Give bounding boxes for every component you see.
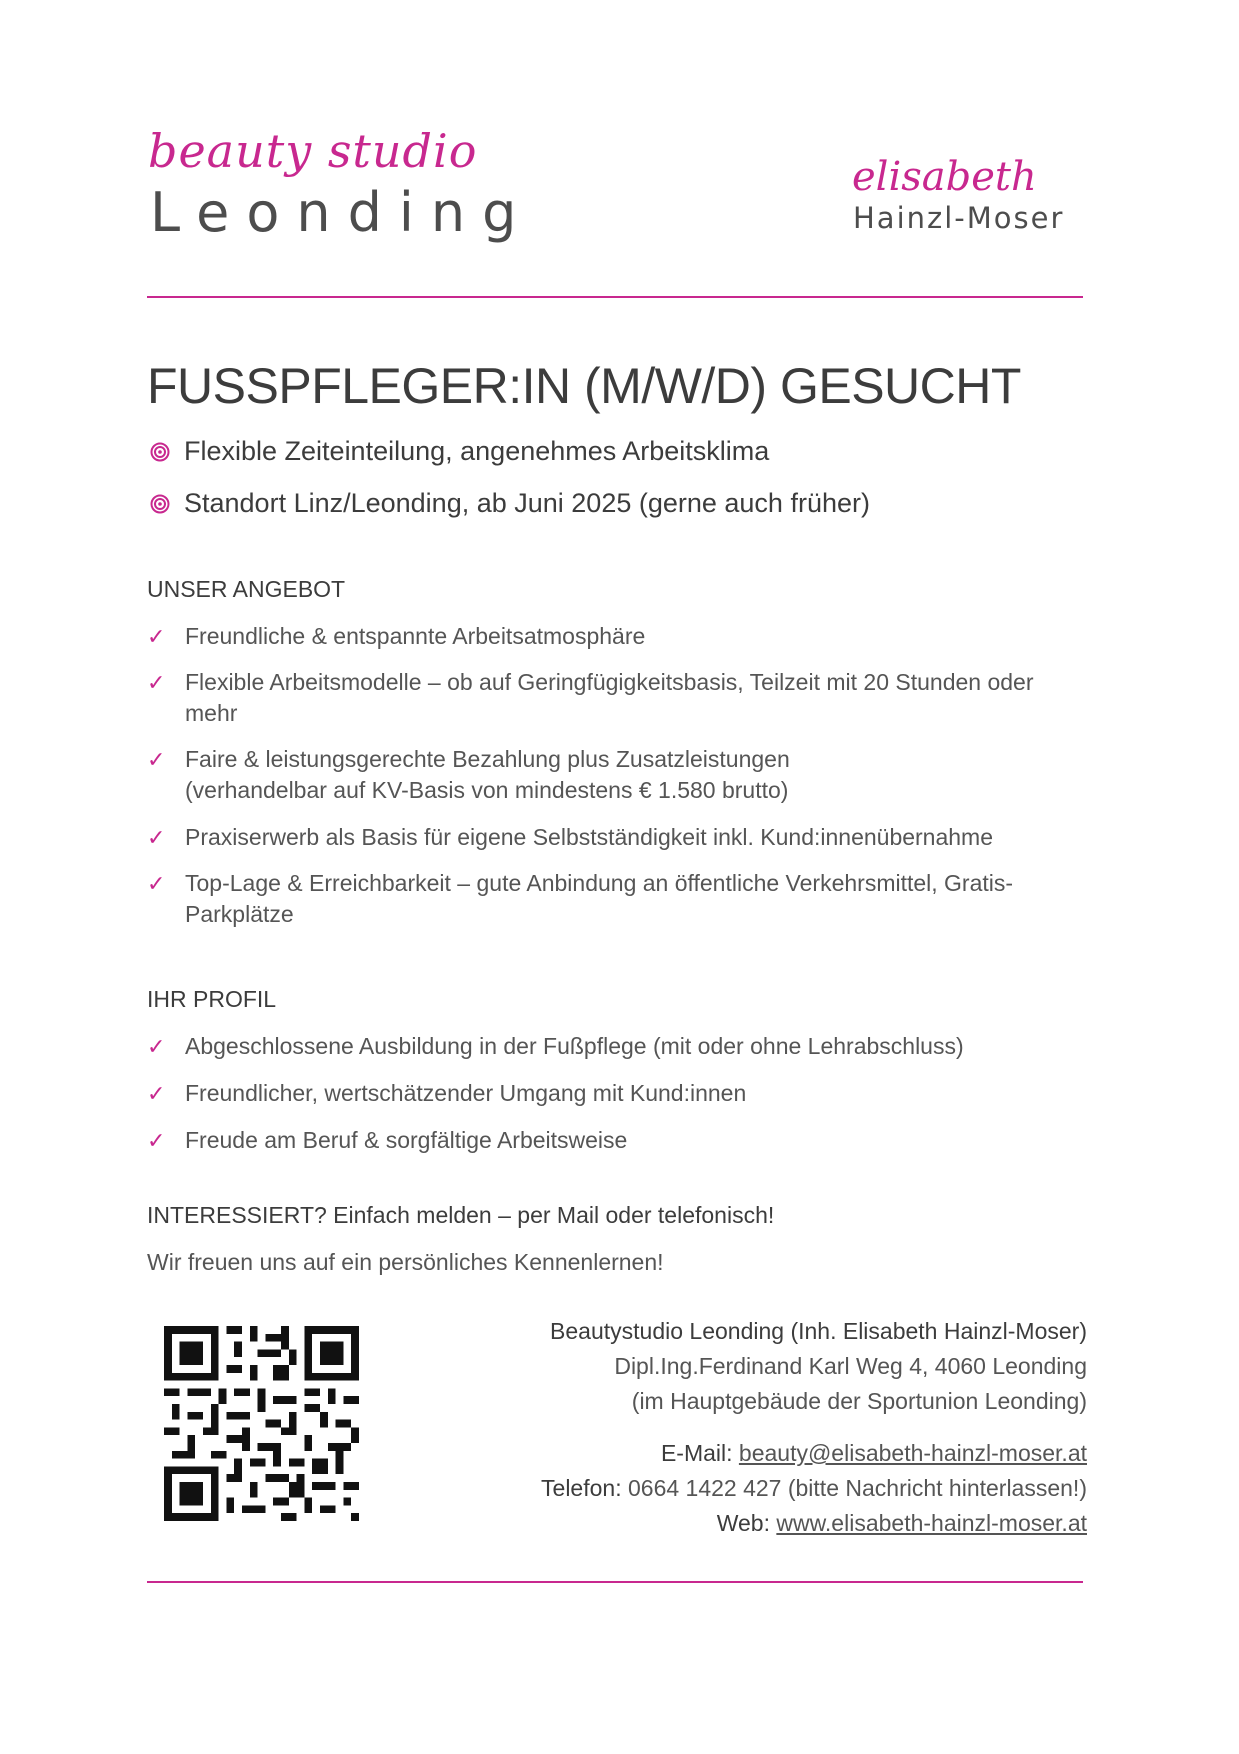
contact-company: Beautystudio Leonding (Inh. Elisabeth Hainzl-Moser) <box>550 1318 1087 1344</box>
list-item-text: Freundliche & entspannte Arbeitsatmosphäre <box>185 623 646 649</box>
list-item-text: Abgeschlossene Ausbildung in der Fußpflege (mit oder ohne Lehrabschluss) <box>185 1033 964 1059</box>
list-item-text: Praxiserwerb als Basis für eigene Selbstständigkeit inkl. Kund:innenübernahme <box>185 824 994 850</box>
list-item-text: Freude am Beruf & sorgfältige Arbeitsweise <box>185 1127 628 1153</box>
web-link[interactable]: www.elisabeth-hainzl-moser.at <box>776 1510 1087 1536</box>
logo-script-beauty-studio: beauty studio <box>148 124 478 178</box>
list-item-text: Freundlicher, wertschätzender Umgang mit Kund:innen <box>185 1080 747 1106</box>
contact-address: Dipl.Ing.Ferdinand Karl Weg 4, 4060 Leonding <box>614 1353 1087 1379</box>
phone-number: 0664 1422 427 (bitte Nachricht hinterlassen!) <box>627 1475 1087 1501</box>
contact-phone-row <box>541 1475 1087 1502</box>
check-icon: ✓ <box>147 624 166 649</box>
welcome-text: Wir freuen uns auf ein persönliches Kennenlernen! <box>147 1249 664 1275</box>
list-item <box>147 1031 1077 1062</box>
top-divider <box>147 296 1083 298</box>
list-item <box>147 667 1077 729</box>
web-label: Web: <box>716 1510 770 1536</box>
section-heading-offer: UNSER ANGEBOT <box>147 576 346 602</box>
check-icon: ✓ <box>147 670 166 695</box>
qr-code[interactable] <box>164 1326 359 1521</box>
list-item-text: Top-Lage & Erreichbarkeit – gute Anbindung an öffentliche Verkehrsmittel, Gratis-Parkplätze <box>185 870 1014 927</box>
section-heading-profile: IHR PROFIL <box>147 986 277 1012</box>
logo-script-elisabeth: elisabeth <box>852 154 1037 200</box>
contact-web-row <box>717 1510 1087 1537</box>
phone-label: Telefon: <box>541 1475 622 1501</box>
email-link[interactable]: beauty@elisabeth-hainzl-moser.at <box>738 1440 1087 1466</box>
check-icon: ✓ <box>147 825 166 850</box>
check-icon: ✓ <box>147 1081 166 1106</box>
list-item <box>147 1078 1077 1109</box>
check-icon: ✓ <box>147 871 166 896</box>
logo-text-hainzl-moser: Hainzl-Moser <box>853 201 1065 235</box>
logo-text-leonding: Leonding <box>150 181 534 244</box>
list-item <box>147 744 1077 806</box>
list-item-text: Faire & leistungsgerechte Bezahlung plus Zusatzleistungen (verhandelbar auf KV-Basis von mindestens € 1.580 brutto) <box>185 746 790 803</box>
list-item <box>147 822 1077 853</box>
list-item <box>147 1125 1077 1156</box>
email-label: E-Mail: <box>660 1440 733 1466</box>
check-icon: ✓ <box>147 1128 166 1153</box>
interest-callout: INTERESSIERT? Einfach melden – per Mail oder telefonisch! <box>147 1202 775 1228</box>
bottom-divider <box>147 1581 1083 1583</box>
highlight-item <box>150 436 769 467</box>
list-item <box>147 621 1077 652</box>
target-icon <box>150 494 170 514</box>
check-icon: ✓ <box>147 747 166 772</box>
highlight-text: Flexible Zeiteinteilung, angenehmes Arbeitsklima <box>184 436 770 466</box>
highlight-text: Standort Linz/Leonding, ab Juni 2025 (gerne auch früher) <box>184 488 870 518</box>
list-item-text: Flexible Arbeitsmodelle – ob auf Geringfügigkeitsbasis, Teilzeit mit 20 Stunden oder mehr <box>185 669 1034 726</box>
highlight-item <box>150 488 870 519</box>
contact-email-row <box>661 1440 1087 1467</box>
check-icon: ✓ <box>147 1034 166 1059</box>
list-item <box>147 868 1077 930</box>
target-icon <box>150 442 170 462</box>
page-title: FUSSPFLEGER:IN (M/W/D) GESUCHT <box>147 358 1021 414</box>
contact-address-note: (im Hauptgebäude der Sportunion Leonding) <box>631 1388 1087 1414</box>
